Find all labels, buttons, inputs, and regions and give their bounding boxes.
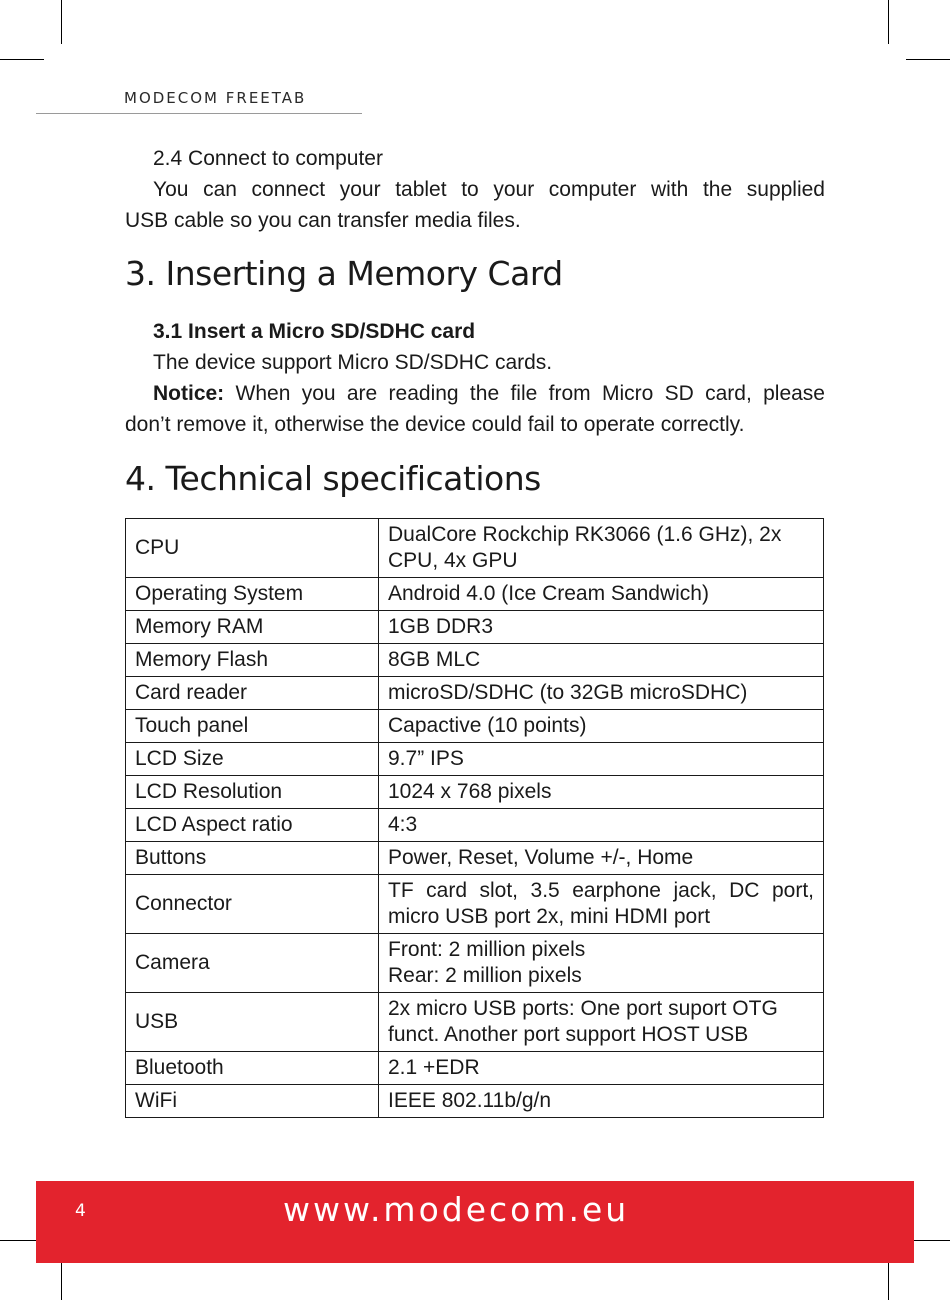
spec-label: Touch panel [126,710,379,743]
spec-label: Memory Flash [126,644,379,677]
notice-line [125,378,825,409]
spec-value: 8GB MLC [379,644,824,677]
spec-value [379,934,824,993]
spec-value: IEEE 802.11b/g/n [379,1085,824,1118]
spec-label: Camera [126,934,379,993]
spec-label: Operating System [126,578,379,611]
table-row [126,677,824,710]
spec-value: 1GB DDR3 [379,611,824,644]
spec-value-line: Front: 2 million pixels [388,938,586,961]
table-row [126,743,824,776]
table-row [126,776,824,809]
spec-label: Memory RAM [126,611,379,644]
paragraph-line: don’t remove it, otherwise the device could fail to operate correctly. [125,413,745,436]
table-row [126,578,824,611]
table-row [126,993,824,1052]
table-row [126,842,824,875]
crop-mark [888,0,889,44]
table-row [126,1085,824,1118]
table-row [126,934,824,993]
section-title-3: 3. Inserting a Memory Card [125,254,563,293]
table-row [126,875,824,934]
spec-label: LCD Size [126,743,379,776]
spec-label: USB [126,993,379,1052]
section-title-4: 4. Technical specifications [125,459,541,498]
paragraph-line: The device support Micro SD/SDHC cards. [153,351,553,374]
brand-header: MODECOM FREETAB [124,89,307,107]
spec-value: 9.7” IPS [379,743,824,776]
specs-table [125,518,824,1118]
header-rule [36,113,362,114]
notice-label: Notice: [153,382,225,405]
table-row [126,710,824,743]
crop-mark [0,59,44,60]
spec-value: Power, Reset, Volume +/-, Home [379,842,824,875]
subsection-heading-2-4: 2.4 Connect to computer [153,147,383,170]
footer-website-link[interactable]: www.modecom.eu [283,1190,630,1229]
spec-value: 2x micro USB ports: One port suport OTG funct. Another port support HOST USB [379,993,824,1052]
spec-value-line: Rear: 2 million pixels [388,964,582,987]
spec-value: TF card slot, 3.5 earphone jack, DC port, micro USB port 2x, mini HDMI port [379,875,824,934]
spec-label: Bluetooth [126,1052,379,1085]
spec-value: 2.1 +EDR [379,1052,824,1085]
spec-label: CPU [126,519,379,578]
spec-label: LCD Aspect ratio [126,809,379,842]
spec-label: LCD Resolution [126,776,379,809]
table-row [126,611,824,644]
subsection-heading-3-1: 3.1 Insert a Micro SD/SDHC card [153,320,476,343]
crop-mark [906,59,950,60]
spec-label: WiFi [126,1085,379,1118]
spec-label: Card reader [126,677,379,710]
paragraph-line: USB cable so you can transfer media files. [125,209,521,232]
page-content [125,143,825,1118]
spec-value: DualCore Rockchip RK3066 (1.6 GHz), 2x CPU, 4x GPU [379,519,824,578]
spec-label: Connector [126,875,379,934]
spec-value: Android 4.0 (Ice Cream Sandwich) [379,578,824,611]
table-row [126,809,824,842]
table-row [126,1052,824,1085]
table-row [126,519,824,578]
spec-value: Capactive (10 points) [379,710,824,743]
crop-mark [61,0,62,44]
table-row [126,644,824,677]
spec-value: 4:3 [379,809,824,842]
spec-value: microSD/SDHC (to 32GB microSDHC) [379,677,824,710]
notice-text: When you are reading the file from Micro SD card, please [224,382,825,405]
spec-value: 1024 x 768 pixels [379,776,824,809]
paragraph-line: You can connect your tablet to your computer with the supplied [153,178,825,201]
spec-label: Buttons [126,842,379,875]
page-number: 4 [75,1201,86,1221]
